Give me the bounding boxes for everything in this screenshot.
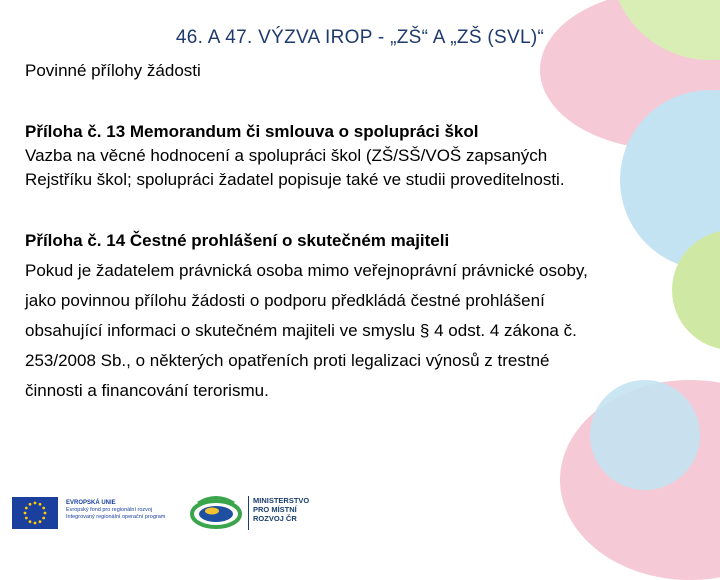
section-line: obsahující informaci o skutečném majiteli ve smyslu § 4 odst. 4 zákona č.	[25, 321, 577, 340]
logo-divider	[248, 496, 249, 530]
section-attachment-14	[25, 226, 715, 406]
page-subtitle: Povinné přílohy žádosti	[25, 61, 201, 80]
section-heading: Příloha č. 14 Čestné prohlášení o skutečném majiteli	[25, 231, 450, 250]
eu-logo-text: EVROPSKÁ UNIE Evropský fond pro regionální rozvoj Integrovaný regionální operační program	[66, 500, 166, 520]
section-line: jako povinnou přílohu žádosti o podporu předkládá čestné prohlášení	[25, 291, 545, 310]
ministry-logo-icon	[190, 494, 242, 530]
footer-logos	[0, 488, 720, 540]
section-line: 253/2008 Sb., o některých opatřeních proti legalizaci výnosů z trestné	[25, 351, 550, 370]
section-line: Rejstříku škol; spolupráci žadatel popisuje také ve studii proveditelnosti.	[25, 170, 565, 189]
page-title: 46. A 47. VÝZVA IROP - „ZŠ“ A „ZŠ (SVL)“	[175, 27, 545, 48]
section-line: Pokud je žadatelem právnická osoba mimo veřejnoprávní právnické osoby,	[25, 261, 588, 280]
section-attachment-13	[25, 120, 715, 192]
section-heading: Příloha č. 13 Memorandum či smlouva o spolupráci škol	[25, 122, 479, 141]
ministry-logo-text: MINISTERSTVO PRO MÍSTNÍ ROZVOJ ČR	[253, 496, 310, 523]
section-line: Vazba na věcné hodnocení a spolupráci škol (ZŠ/SŠ/VOŠ zapsaných	[25, 146, 548, 165]
section-line: činnosti a financování terorismu.	[25, 381, 269, 400]
eu-flag-icon	[12, 497, 58, 529]
